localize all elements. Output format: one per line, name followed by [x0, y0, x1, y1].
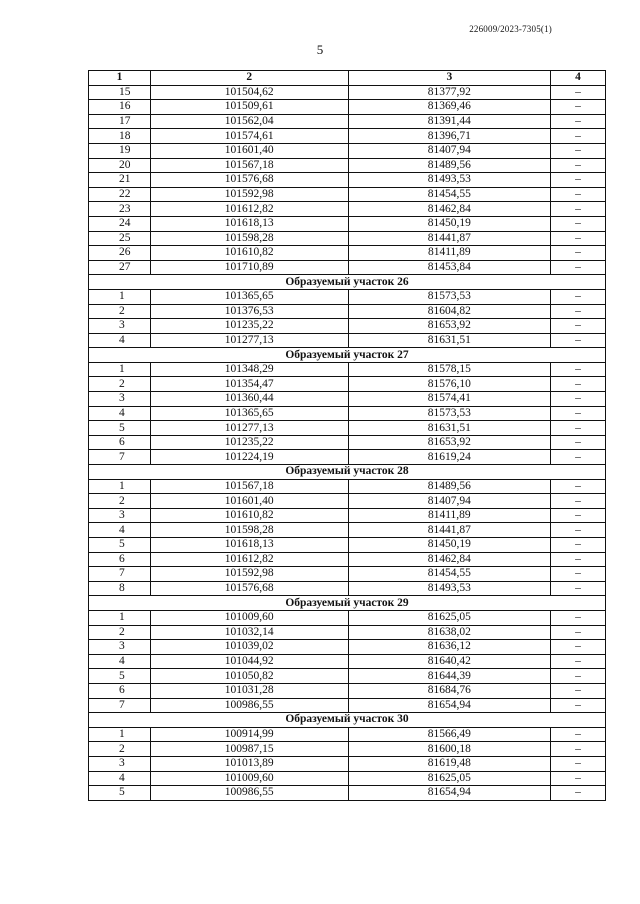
cell-y-coordinate: 81369,46: [348, 100, 551, 115]
cell-y-coordinate: 81407,94: [348, 143, 551, 158]
cell-column-4: –: [551, 202, 606, 217]
cell-point-number: 3: [89, 508, 151, 523]
cell-y-coordinate: 81625,05: [348, 610, 551, 625]
cell-y-coordinate: 81441,87: [348, 231, 551, 246]
cell-point-number: 2: [89, 304, 151, 319]
cell-column-4: –: [551, 85, 606, 100]
cell-point-number: 5: [89, 421, 151, 436]
cell-column-4: –: [551, 523, 606, 538]
cell-point-number: 3: [89, 319, 151, 334]
cell-point-number: 8: [89, 581, 151, 596]
cell-column-4: –: [551, 771, 606, 786]
cell-column-4: –: [551, 494, 606, 509]
cell-point-number: 6: [89, 435, 151, 450]
cell-point-number: 7: [89, 567, 151, 582]
cell-point-number: 3: [89, 640, 151, 655]
table-row: [89, 698, 606, 713]
cell-column-4: –: [551, 581, 606, 596]
column-header-x: 2: [150, 71, 348, 86]
table-row: [89, 669, 606, 684]
cell-x-coordinate: 101277,13: [150, 333, 348, 348]
table-row: [89, 771, 606, 786]
table-row: [89, 173, 606, 188]
cell-x-coordinate: 101592,98: [150, 187, 348, 202]
cell-column-4: –: [551, 698, 606, 713]
column-header-y: 3: [348, 71, 551, 86]
cell-point-number: 2: [89, 742, 151, 757]
cell-x-coordinate: 101509,61: [150, 100, 348, 115]
cell-y-coordinate: 81411,89: [348, 508, 551, 523]
cell-y-coordinate: 81574,41: [348, 392, 551, 407]
table-row: [89, 85, 606, 100]
cell-point-number: 21: [89, 173, 151, 188]
cell-point-number: 18: [89, 129, 151, 144]
cell-x-coordinate: 101562,04: [150, 114, 348, 129]
cell-y-coordinate: 81407,94: [348, 494, 551, 509]
table-row: [89, 143, 606, 158]
cell-point-number: 1: [89, 362, 151, 377]
cell-y-coordinate: 81441,87: [348, 523, 551, 538]
cell-point-number: 7: [89, 450, 151, 465]
cell-column-4: –: [551, 610, 606, 625]
cell-point-number: 4: [89, 333, 151, 348]
cell-point-number: 23: [89, 202, 151, 217]
section-title: Образуемый участок 27: [89, 348, 606, 363]
cell-point-number: 6: [89, 552, 151, 567]
cell-point-number: 16: [89, 100, 151, 115]
cell-x-coordinate: 101365,65: [150, 406, 348, 421]
table-row: [89, 187, 606, 202]
cell-y-coordinate: 81604,82: [348, 304, 551, 319]
cell-x-coordinate: 101610,82: [150, 246, 348, 261]
cell-x-coordinate: 101235,22: [150, 435, 348, 450]
table-row: [89, 246, 606, 261]
cell-y-coordinate: 81566,49: [348, 727, 551, 742]
cell-column-4: –: [551, 538, 606, 553]
cell-point-number: 25: [89, 231, 151, 246]
cell-column-4: –: [551, 450, 606, 465]
table-row: [89, 567, 606, 582]
cell-y-coordinate: 81493,53: [348, 173, 551, 188]
cell-column-4: –: [551, 552, 606, 567]
table-row: [89, 523, 606, 538]
cell-x-coordinate: 101277,13: [150, 421, 348, 436]
cell-x-coordinate: 100986,55: [150, 698, 348, 713]
cell-column-4: –: [551, 260, 606, 275]
table-row: [89, 231, 606, 246]
cell-column-4: –: [551, 377, 606, 392]
cell-x-coordinate: 101567,18: [150, 479, 348, 494]
cell-x-coordinate: 101592,98: [150, 567, 348, 582]
cell-point-number: 1: [89, 289, 151, 304]
cell-column-4: –: [551, 683, 606, 698]
table-row: [89, 508, 606, 523]
cell-x-coordinate: 101354,47: [150, 377, 348, 392]
cell-y-coordinate: 81638,02: [348, 625, 551, 640]
cell-point-number: 2: [89, 494, 151, 509]
cell-x-coordinate: 101601,40: [150, 143, 348, 158]
cell-y-coordinate: 81640,42: [348, 654, 551, 669]
cell-column-4: –: [551, 625, 606, 640]
cell-column-4: –: [551, 187, 606, 202]
cell-column-4: –: [551, 406, 606, 421]
cell-y-coordinate: 81653,92: [348, 319, 551, 334]
cell-point-number: 5: [89, 669, 151, 684]
cell-column-4: –: [551, 567, 606, 582]
section-title: Образуемый участок 30: [89, 713, 606, 728]
cell-y-coordinate: 81644,39: [348, 669, 551, 684]
cell-x-coordinate: 101031,28: [150, 683, 348, 698]
cell-y-coordinate: 81462,84: [348, 552, 551, 567]
cell-y-coordinate: 81573,53: [348, 289, 551, 304]
cell-y-coordinate: 81489,56: [348, 158, 551, 173]
table-header-row: [89, 71, 606, 86]
cell-x-coordinate: 101610,82: [150, 508, 348, 523]
cell-column-4: –: [551, 158, 606, 173]
cell-column-4: –: [551, 640, 606, 655]
cell-x-coordinate: 101348,29: [150, 362, 348, 377]
cell-column-4: –: [551, 246, 606, 261]
cell-column-4: –: [551, 654, 606, 669]
section-header-row: [89, 348, 606, 363]
cell-x-coordinate: 101009,60: [150, 610, 348, 625]
cell-column-4: –: [551, 362, 606, 377]
cell-column-4: –: [551, 508, 606, 523]
cell-y-coordinate: 81454,55: [348, 187, 551, 202]
table-row: [89, 319, 606, 334]
cell-x-coordinate: 101235,22: [150, 319, 348, 334]
table-row: [89, 742, 606, 757]
cell-x-coordinate: 100986,55: [150, 786, 348, 801]
section-header-row: [89, 275, 606, 290]
table-row: [89, 581, 606, 596]
cell-column-4: –: [551, 756, 606, 771]
cell-y-coordinate: 81576,10: [348, 377, 551, 392]
cell-y-coordinate: 81654,94: [348, 786, 551, 801]
cell-x-coordinate: 101504,62: [150, 85, 348, 100]
cell-y-coordinate: 81619,24: [348, 450, 551, 465]
cell-y-coordinate: 81453,84: [348, 260, 551, 275]
cell-x-coordinate: 101618,13: [150, 216, 348, 231]
table-row: [89, 333, 606, 348]
cell-y-coordinate: 81653,92: [348, 435, 551, 450]
cell-column-4: –: [551, 289, 606, 304]
cell-y-coordinate: 81462,84: [348, 202, 551, 217]
cell-y-coordinate: 81684,76: [348, 683, 551, 698]
cell-column-4: –: [551, 319, 606, 334]
cell-x-coordinate: 101574,61: [150, 129, 348, 144]
table-row: [89, 450, 606, 465]
cell-column-4: –: [551, 727, 606, 742]
cell-x-coordinate: 101360,44: [150, 392, 348, 407]
cell-point-number: 22: [89, 187, 151, 202]
cell-column-4: –: [551, 742, 606, 757]
cell-x-coordinate: 101567,18: [150, 158, 348, 173]
cell-point-number: 20: [89, 158, 151, 173]
cell-point-number: 3: [89, 392, 151, 407]
page-number: 5: [316, 42, 324, 57]
cell-point-number: 2: [89, 377, 151, 392]
cell-point-number: 3: [89, 756, 151, 771]
cell-y-coordinate: 81636,12: [348, 640, 551, 655]
section-header-row: [89, 596, 606, 611]
cell-point-number: 1: [89, 727, 151, 742]
table-row: [89, 683, 606, 698]
cell-column-4: –: [551, 173, 606, 188]
cell-column-4: –: [551, 392, 606, 407]
table-row: [89, 114, 606, 129]
cell-x-coordinate: 100987,15: [150, 742, 348, 757]
table-row: [89, 479, 606, 494]
cell-y-coordinate: 81391,44: [348, 114, 551, 129]
cell-column-4: –: [551, 479, 606, 494]
table-row: [89, 625, 606, 640]
cell-x-coordinate: 101013,89: [150, 756, 348, 771]
cell-x-coordinate: 101612,82: [150, 552, 348, 567]
cell-point-number: 17: [89, 114, 151, 129]
cell-point-number: 6: [89, 683, 151, 698]
cell-y-coordinate: 81489,56: [348, 479, 551, 494]
table-row: [89, 552, 606, 567]
cell-point-number: 5: [89, 786, 151, 801]
cell-x-coordinate: 101612,82: [150, 202, 348, 217]
table-row: [89, 538, 606, 553]
cell-column-4: –: [551, 421, 606, 436]
cell-point-number: 7: [89, 698, 151, 713]
cell-point-number: 1: [89, 479, 151, 494]
cell-column-4: –: [551, 333, 606, 348]
cell-point-number: 2: [89, 625, 151, 640]
table-row: [89, 260, 606, 275]
table-row: [89, 435, 606, 450]
column-header-number: 1: [89, 71, 151, 86]
table-row: [89, 786, 606, 801]
table-row: [89, 202, 606, 217]
cell-x-coordinate: 101376,53: [150, 304, 348, 319]
cell-x-coordinate: 101224,19: [150, 450, 348, 465]
cell-y-coordinate: 81411,89: [348, 246, 551, 261]
cell-y-coordinate: 81654,94: [348, 698, 551, 713]
cell-x-coordinate: 101601,40: [150, 494, 348, 509]
cell-y-coordinate: 81377,92: [348, 85, 551, 100]
table-row: [89, 421, 606, 436]
cell-point-number: 19: [89, 143, 151, 158]
table-row: [89, 610, 606, 625]
cell-y-coordinate: 81631,51: [348, 421, 551, 436]
cell-x-coordinate: 101044,92: [150, 654, 348, 669]
table-row: [89, 654, 606, 669]
cell-point-number: 1: [89, 610, 151, 625]
cell-point-number: 4: [89, 523, 151, 538]
cell-point-number: 4: [89, 654, 151, 669]
cell-x-coordinate: 101576,68: [150, 173, 348, 188]
cell-column-4: –: [551, 143, 606, 158]
cell-x-coordinate: 101032,14: [150, 625, 348, 640]
cell-y-coordinate: 81454,55: [348, 567, 551, 582]
cell-y-coordinate: 81493,53: [348, 581, 551, 596]
cell-x-coordinate: 101039,02: [150, 640, 348, 655]
table-row: [89, 640, 606, 655]
table-row: [89, 362, 606, 377]
column-header-4: 4: [551, 71, 606, 86]
cell-x-coordinate: 101576,68: [150, 581, 348, 596]
cell-column-4: –: [551, 669, 606, 684]
cell-x-coordinate: 101009,60: [150, 771, 348, 786]
table-row: [89, 158, 606, 173]
cell-y-coordinate: 81619,48: [348, 756, 551, 771]
cell-column-4: –: [551, 114, 606, 129]
cell-column-4: –: [551, 435, 606, 450]
cell-y-coordinate: 81600,18: [348, 742, 551, 757]
table-row: [89, 304, 606, 319]
section-header-row: [89, 713, 606, 728]
cell-y-coordinate: 81578,15: [348, 362, 551, 377]
cell-point-number: 5: [89, 538, 151, 553]
table-row: [89, 377, 606, 392]
cell-y-coordinate: 81450,19: [348, 216, 551, 231]
cell-column-4: –: [551, 786, 606, 801]
table-row: [89, 406, 606, 421]
coordinates-table: [88, 70, 606, 801]
cell-y-coordinate: 81625,05: [348, 771, 551, 786]
cell-point-number: 15: [89, 85, 151, 100]
cell-y-coordinate: 81396,71: [348, 129, 551, 144]
cell-point-number: 24: [89, 216, 151, 231]
section-header-row: [89, 465, 606, 480]
cell-y-coordinate: 81631,51: [348, 333, 551, 348]
cell-x-coordinate: 101598,28: [150, 523, 348, 538]
table-row: [89, 100, 606, 115]
cell-x-coordinate: 101710,89: [150, 260, 348, 275]
cell-point-number: 4: [89, 406, 151, 421]
cell-point-number: 27: [89, 260, 151, 275]
cell-x-coordinate: 101365,65: [150, 289, 348, 304]
section-title: Образуемый участок 28: [89, 465, 606, 480]
table-row: [89, 289, 606, 304]
table-row: [89, 756, 606, 771]
section-title: Образуемый участок 26: [89, 275, 606, 290]
document-id: 226009/2023-7305(1): [469, 24, 552, 34]
cell-x-coordinate: 100914,99: [150, 727, 348, 742]
cell-point-number: 4: [89, 771, 151, 786]
cell-column-4: –: [551, 231, 606, 246]
table-row: [89, 392, 606, 407]
cell-y-coordinate: 81450,19: [348, 538, 551, 553]
cell-column-4: –: [551, 129, 606, 144]
cell-x-coordinate: 101598,28: [150, 231, 348, 246]
table-row: [89, 129, 606, 144]
table-row: [89, 216, 606, 231]
table-row: [89, 727, 606, 742]
table-row: [89, 494, 606, 509]
cell-column-4: –: [551, 304, 606, 319]
section-title: Образуемый участок 29: [89, 596, 606, 611]
cell-point-number: 26: [89, 246, 151, 261]
cell-x-coordinate: 101618,13: [150, 538, 348, 553]
cell-x-coordinate: 101050,82: [150, 669, 348, 684]
cell-y-coordinate: 81573,53: [348, 406, 551, 421]
cell-column-4: –: [551, 216, 606, 231]
cell-column-4: –: [551, 100, 606, 115]
